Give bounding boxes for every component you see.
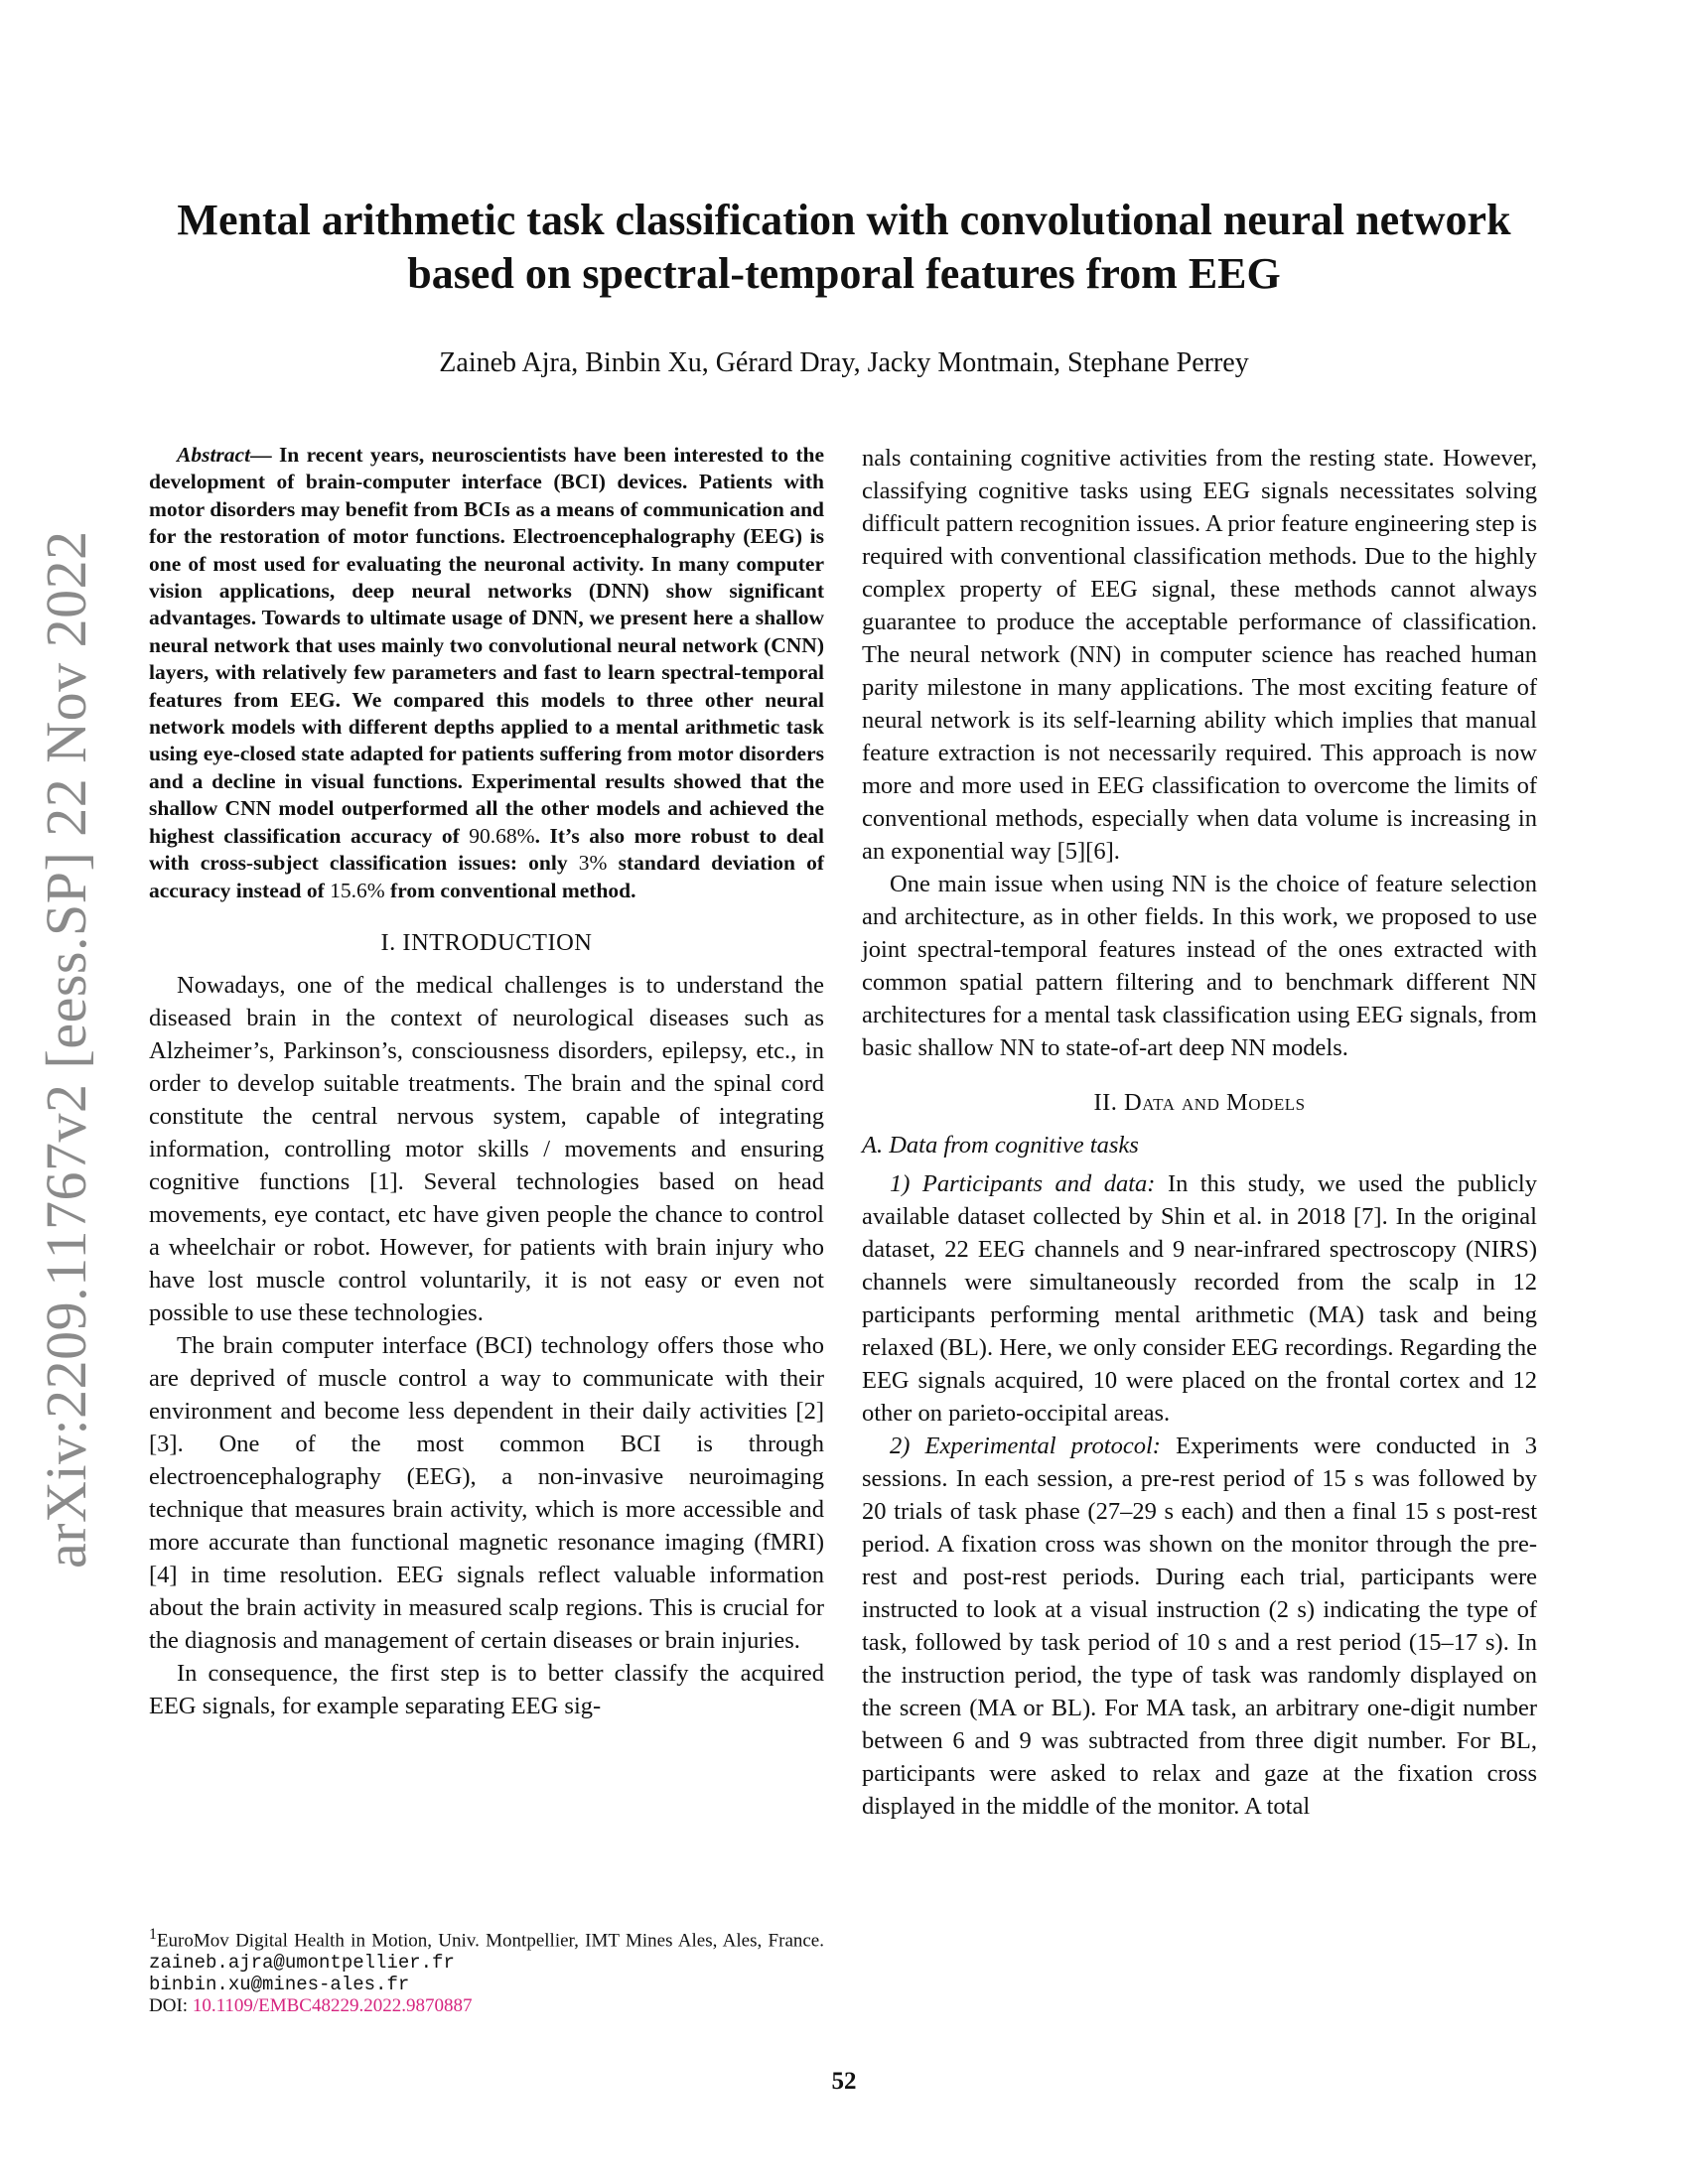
footnote [149, 1924, 824, 2017]
paragraph-heading: 1) Participants and data: [890, 1170, 1156, 1197]
abstract-text-4: from conventional method. [390, 878, 636, 902]
intro-paragraph: In consequence, the first step is to better classify the acquired EEG signals, for example separating EEG sig- [149, 1659, 824, 1719]
title-line-2: based on spectral-temporal features from EEG [407, 249, 1281, 298]
section-number: II. [1093, 1089, 1118, 1116]
abstract [149, 442, 824, 904]
section-title: Data and Models [1124, 1089, 1306, 1116]
abstract-label: Abstract [177, 443, 251, 467]
accuracy-value: 90.68% [469, 823, 535, 848]
section-heading-data-models [862, 1086, 1537, 1119]
page-number: 52 [831, 2068, 857, 2095]
paper-title [129, 194, 1559, 301]
title-line-1: Mental arithmetic task classification with convolutional neural network [177, 196, 1511, 244]
footnote-marker: 1 [149, 1926, 157, 1943]
section-title: INTRODUCTION [402, 928, 593, 956]
doi-label: DOI: [149, 1995, 189, 2017]
paragraph-heading: 2) Experimental protocol: [890, 1433, 1161, 1459]
abstract-text-1: In recent years, neuroscientists have been interested to the development of brain-computer interface (BCI) devices. Patients with motor disorders may benefit from BCIs as a means of communication and for the restoration of motor functions. Electroencephalography (EEG) is one of most used for evaluating the neuronal activity. In many computer vision applications, deep neural networks (DNN) show significant advantages. Towards to ultimate usage of DNN, we present here a shallow neural network that uses mainly two convolutional neural network (CNN) layers, with relatively few parameters and fast to learn spectral-temporal features from EEG. We compared this models to three other neural network models with different depths applied to a mental arithmetic task using eye-closed state adapted for patients suffering from motor disorders and a decline in visual functions. Experimental results showed that the shallow CNN model outperformed all the other models and achieved the highest classification accuracy of [149, 443, 825, 848]
intro-continuation: nals containing cognitive activities from the resting state. However, classifying cognitive tasks using EEG signals necessitates solving difficult pattern recognition issues. A prior feature engineering step is required with conventional classification methods. Due to the highly complex property of EEG signal, these methods cannot always guarantee to produce the acceptable performance of classification. The neural network (NN) in computer science has reached human parity milestone in many applications. The most exciting feature of neural network is its self-learning ability which implies that manual feature extraction is not necessarily required. This approach is now more and more used in EEG classification to overcome the limits of conventional methods, especially when data volume is increasing in an exponential way [5][6]. [862, 445, 1537, 865]
arxiv-stamp: arXiv:2209.11767v2 [eess.SP] 22 Nov 2022 [34, 530, 98, 1569]
footnote-affiliation: $^1$EuroMov Digital Health in Motion, Univ. Montpellier, IMT Mines Ales, Ales, France. zaineb.ajra@umontpellier.fr [149, 1926, 824, 1975]
abstract-separator: — [250, 443, 272, 467]
footnote-email-line [149, 1974, 824, 1995]
abstract-text-3: standard deviation of accuracy instead of [149, 851, 825, 902]
doi-line [149, 1995, 824, 2017]
std-value: 3% [578, 851, 608, 876]
subsection-heading: A. Data from cognitive tasks [862, 1132, 1139, 1159]
participants-paragraph: 1) Participants and data: In this study, we used the publicly available dataset collected by Shin et al. in 2018 [7]. In the original dataset, 22 EEG channels and 9 near-infrared spectroscopy (NIRS) channels were simultaneously recorded from the scalp in 12 participants performing mental arithmetic (MA) task and being relaxed (BL). Here, we only consider EEG recordings. Regarding the EEG signals acquired, 10 were placed on the frontal cortex and 12 other on parieto-occipital areas. [862, 1170, 1537, 1427]
email-link[interactable]: zaineb.ajra@umontpellier.fr [149, 1952, 455, 1975]
section-number: I. [380, 928, 396, 956]
author-list: Zaineb Ajra, Binbin Xu, Gérard Dray, Jacky Montmain, Stephane Perrey [439, 347, 1249, 378]
intro-paragraph: One main issue when using NN is the choice of feature selection and architecture, as in other fields. In this work, we proposed to use joint spectral-temporal features instead of the ones extracted with common spatial pattern filtering and to benchmark different NN architectures for a mental task classification using EEG signals, from basic shallow NN to state-of-art deep NN models. [862, 871, 1537, 1061]
intro-paragraph: The brain computer interface (BCI) technology offers those who are deprived of muscle control a way to communicate with their environment and become less dependent in their daily activities [2][3]. One of the most common BCI is through electroencephalography (EEG), a non-invasive neuroimaging technique that measures brain activity, which is more accessible and more accurate than functional magnetic resonance imaging (fMRI) [4] in time resolution. EEG signals reflect valuable information about the brain activity in measured scalp regions. This is crucial for the diagnosis and management of certain diseases or brain injuries. [149, 1331, 824, 1654]
email-link[interactable]: binbin.xu@mines-ales.fr [149, 1974, 410, 1996]
protocol-paragraph: 2) Experimental protocol: Experiments were conducted in 3 sessions. In each session, a pre-rest period of 15 s was followed by 20 trials of task phase (27–29 s each) and then a final 15 s post-rest period. A fixation cross was shown on the monitor through the pre-rest and post-rest periods. During each trial, participants were instructed to look at a visual instruction (2 s) indicating the type of task, followed by task period of 10 s and a rest period (15–17 s). In the instruction period, the type of task was randomly displayed on the screen (MA or BL). For MA task, an arbitrary one-digit number between 6 and 9 was subtracted from three digit number. For BL, participants were asked to relax and gaze at the fixation cross displayed in the middle of the monitor. A total [862, 1433, 1538, 1820]
conventional-value: 15.6% [330, 878, 385, 902]
abstract-text-2: . It’s also more robust to deal with cross-subject classification issues: only [149, 823, 824, 876]
intro-paragraph: Nowadays, one of the medical challenges is to understand the diseased brain in the context of neurological diseases such as Alzheimer’s, Parkinson’s, consciousness disorders, epilepsy, etc., in order to develop suitable treatments. The brain and the spinal cord constitute the central nervous system, capable of integrating information, controlling motor skills / movements and ensuring cognitive functions [1]. Several technologies based on head movements, eye contact, etc have given people the chance to control a wheelchair or robot. However, for patients with brain injury who have lost muscle control voluntarily, it is not easy or even not possible to use these technologies. [149, 971, 824, 1326]
section-heading-introduction [149, 926, 824, 959]
doi-link[interactable]: 10.1109/EMBC48229.2022.9870887 [192, 1995, 473, 2017]
left-column [149, 442, 824, 1722]
right-column [862, 442, 1537, 1823]
